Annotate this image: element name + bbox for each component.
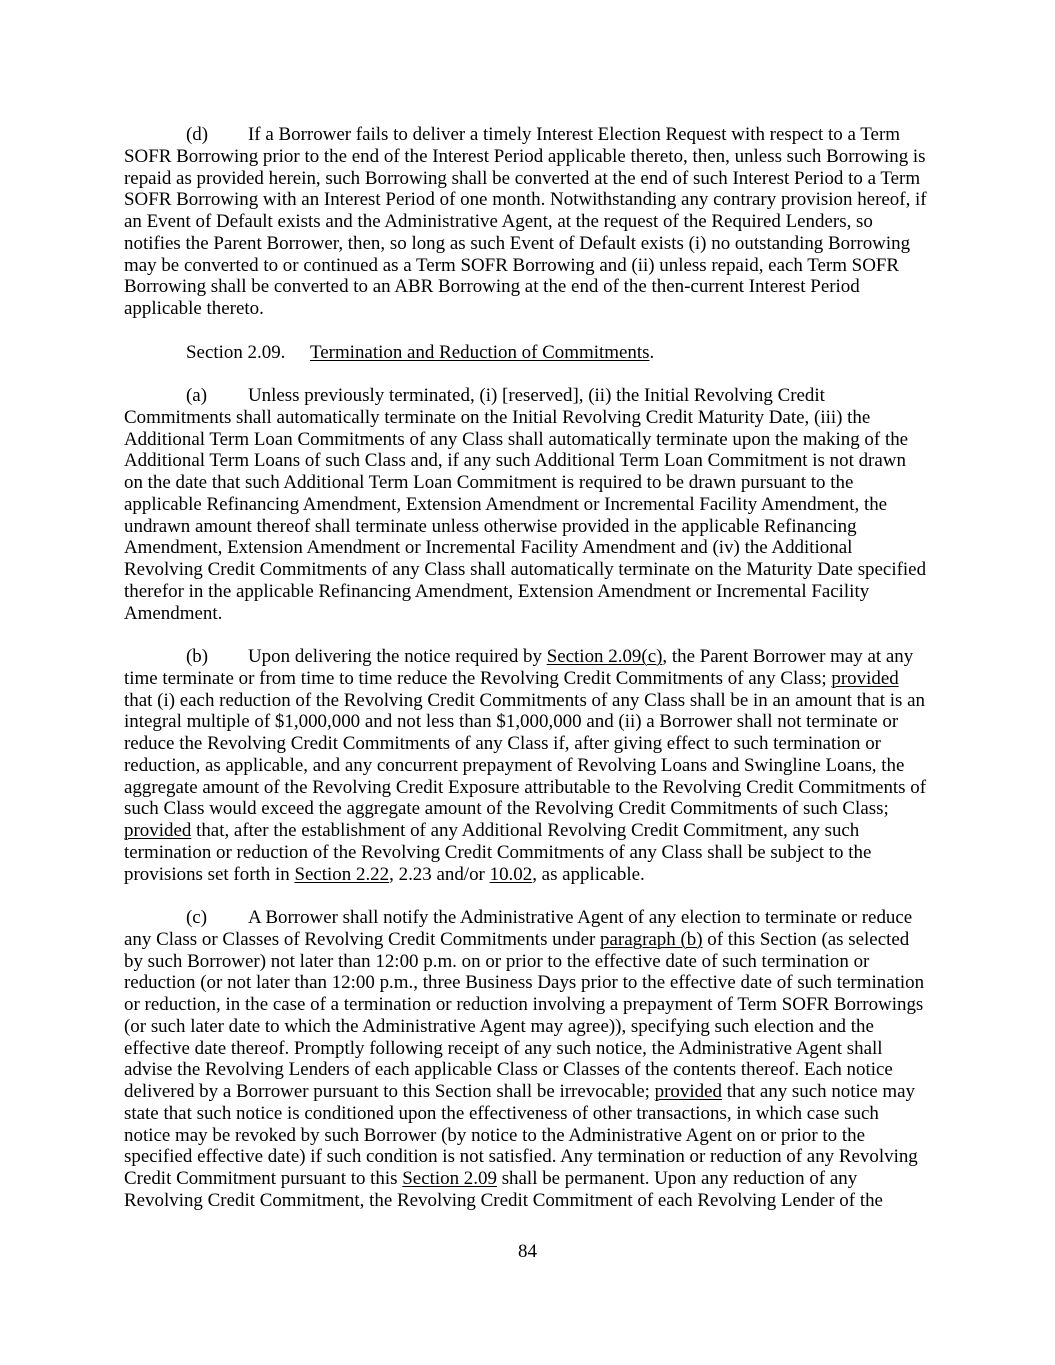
text-line: that (i) each reduction of the Revolving Credit Commitments of any Class shall be in an amount that is an xyxy=(124,689,925,711)
text-segment: any Class or Classes of Revolving Credit Commitments under xyxy=(124,928,601,950)
section-title-period: . xyxy=(649,341,655,363)
text-line: reduction, as applicable, and any concurrent prepayment of Revolving Loans and Swingline Loans, the xyxy=(124,754,905,776)
text-line: Additional Term Loan Commitments of any Class shall automatically terminate upon the making of the xyxy=(124,428,909,450)
text-line: reduce the Revolving Credit Commitments of any Class if, after giving effect to such termination or xyxy=(124,733,881,754)
text-line xyxy=(124,929,931,951)
text-line: on the date that such Additional Term Loan Commitment is required to be drawn pursuant to the xyxy=(124,472,854,493)
text-line xyxy=(124,1081,931,1103)
text-line: (or such later date to which the Administrative Agent may agree)), specifying such election and the xyxy=(124,1015,874,1037)
text-line xyxy=(124,385,931,407)
document-body xyxy=(124,124,931,1233)
text-line: reduction (or not later than 12:00 p.m., three Business Days prior to the effective date of such termination xyxy=(124,972,925,994)
paragraph-label: (c) xyxy=(186,907,208,928)
text-segment: of this Section (as selected xyxy=(702,928,910,950)
text-line: such Class would exceed the aggregate amount of the Revolving Credit Commitments of such Class; xyxy=(124,798,889,820)
section-reference: 10.02 xyxy=(489,863,533,885)
text-line: by such Borrower) not later than 12:00 p.m. on or prior to the effective date of such termination or xyxy=(124,950,870,972)
text-line: Additional Term Loans of such Class and, if any such Additional Term Loan Commitment is not drawn xyxy=(124,450,906,472)
section-reference: paragraph (b) xyxy=(600,928,703,950)
text-line: SOFR Borrowing prior to the end of the Interest Period applicable thereto, then, unless such Borrowing is xyxy=(124,145,926,167)
text-segment: provisions set forth in xyxy=(124,863,295,885)
text-line: notifies the Parent Borrower, then, so long as such Event of Default exists (i) no outstanding Borrowing xyxy=(124,232,911,254)
text-line: integral multiple of $1,000,000 and not less than $1,000,000 and (ii) a Borrower shall not terminate or xyxy=(124,711,899,733)
section-reference: Section 2.22 xyxy=(294,863,390,885)
text-segment: Credit Commitment pursuant to this xyxy=(124,1168,403,1189)
text-segment: If a Borrower fails to deliver a timely Interest Election Request with respect to a Term xyxy=(248,124,900,145)
text-line: or reduction, in the case of a termination or reduction involving a prepayment of Term SOFR Borrowings xyxy=(124,994,924,1015)
text-line xyxy=(124,646,931,668)
text-line: effective date thereof. Promptly following receipt of any such notice, the Administrative Agent shall xyxy=(124,1037,883,1059)
text-segment: that, after the establishment of any Additional Revolving Credit Commitment, any such xyxy=(191,820,860,841)
paragraph-label: (d) xyxy=(186,124,209,145)
text-line: notice may be revoked by such Borrower (by notice to the Administrative Agent on or prior to the xyxy=(124,1124,866,1146)
text-line: Revolving Credit Commitment, the Revolving Credit Commitment of each Revolving Lender of the xyxy=(124,1189,883,1211)
text-line: applicable Refinancing Amendment, Extension Amendment or Incremental Facility Amendment, the xyxy=(124,493,888,515)
text-line: Amendment. xyxy=(124,602,223,624)
underlined-term: provided xyxy=(654,1081,722,1102)
text-line xyxy=(124,1168,931,1190)
underlined-term: provided xyxy=(124,820,192,841)
text-line xyxy=(124,668,931,690)
section-heading xyxy=(124,342,931,364)
text-segment: Upon delivering the notice required by xyxy=(248,646,547,667)
text-segment: delivered by a Borrower pursuant to this Section shall be irrevocable; xyxy=(124,1081,655,1102)
section-reference: Section 2.09 xyxy=(402,1168,497,1189)
page-number: 84 xyxy=(518,1241,537,1262)
text-line: specified effective date) if such condition is not satisfied. Any termination or reduction of any Revolving xyxy=(124,1146,918,1168)
text-line: undrawn amount thereof shall terminate unless otherwise provided in the applicable Refinancing xyxy=(124,515,857,537)
underlined-term: provided xyxy=(831,667,899,689)
text-segment: A Borrower shall notify the Administrative Agent of any election to terminate or reduce xyxy=(248,907,913,928)
section-number: Section 2.09. xyxy=(186,341,286,363)
text-line xyxy=(124,342,931,364)
section-title: Termination and Reduction of Commitments xyxy=(310,341,650,363)
text-line: termination or reduction of the Revolving Credit Commitments of any Class shall be subject to the xyxy=(124,841,872,863)
paragraph-label: (a) xyxy=(186,385,208,406)
paragraph-d xyxy=(124,124,931,320)
text-line: applicable thereto. xyxy=(124,298,264,319)
text-line xyxy=(124,820,931,842)
text-segment: shall be permanent. Upon any reduction of any xyxy=(496,1168,858,1189)
text-line: advise the Revolving Lenders of each applicable Class or Classes of the contents thereof. Each notice xyxy=(124,1059,893,1081)
text-line: may be converted to or continued as a Term SOFR Borrowing and (ii) unless repaid, each Term SOFR xyxy=(124,254,900,276)
text-line: SOFR Borrowing with an Interest Period of one month. Notwithstanding any contrary provision hereof, if xyxy=(124,189,927,211)
paragraph-label: (b) xyxy=(186,646,209,667)
text-line: Revolving Credit Commitments of any Class shall automatically terminate on the Maturity Date specified xyxy=(124,559,927,580)
text-segment: , the Parent Borrower may at any xyxy=(662,646,914,667)
text-line xyxy=(124,124,931,146)
text-segment: that any such notice may xyxy=(721,1081,915,1102)
text-segment: Unless previously terminated, (i) [reserved], (ii) the Initial Revolving Credit xyxy=(248,385,825,406)
text-line: repaid as provided herein, such Borrowing shall be converted at the end of such Interest Period to a Term xyxy=(124,167,921,189)
paragraph-b xyxy=(124,646,931,885)
text-line: therefor in the applicable Refinancing Amendment, Extension Amendment or Incremental Facility xyxy=(124,580,870,602)
text-segment: , as applicable. xyxy=(532,863,645,885)
text-line: Amendment, Extension Amendment or Incremental Facility Amendment and (iv) the Additional xyxy=(124,537,853,559)
text-segment: , 2.23 and/or xyxy=(389,863,490,885)
text-line xyxy=(124,864,931,886)
text-line: an Event of Default exists and the Administrative Agent, at the request of the Required Lenders, so xyxy=(124,211,873,232)
text-segment: time terminate or from time to time reduce the Revolving Credit Commitments of any Class; xyxy=(124,667,832,689)
text-line: state that such notice is conditioned upon the effectiveness of other transactions, in which case such xyxy=(124,1102,879,1124)
text-line xyxy=(124,907,931,929)
text-line: Commitments shall automatically terminate on the Initial Revolving Credit Maturity Date, (iii) the xyxy=(124,406,871,428)
section-reference: Section 2.09(c) xyxy=(546,646,663,667)
text-line: Borrowing shall be converted to an ABR Borrowing at the end of the then-current Interest Period xyxy=(124,276,860,298)
paragraph-a xyxy=(124,385,931,624)
text-line: aggregate amount of the Revolving Credit Exposure attributable to the Revolving Credit Commitments of xyxy=(124,776,927,798)
paragraph-c xyxy=(124,907,931,1212)
